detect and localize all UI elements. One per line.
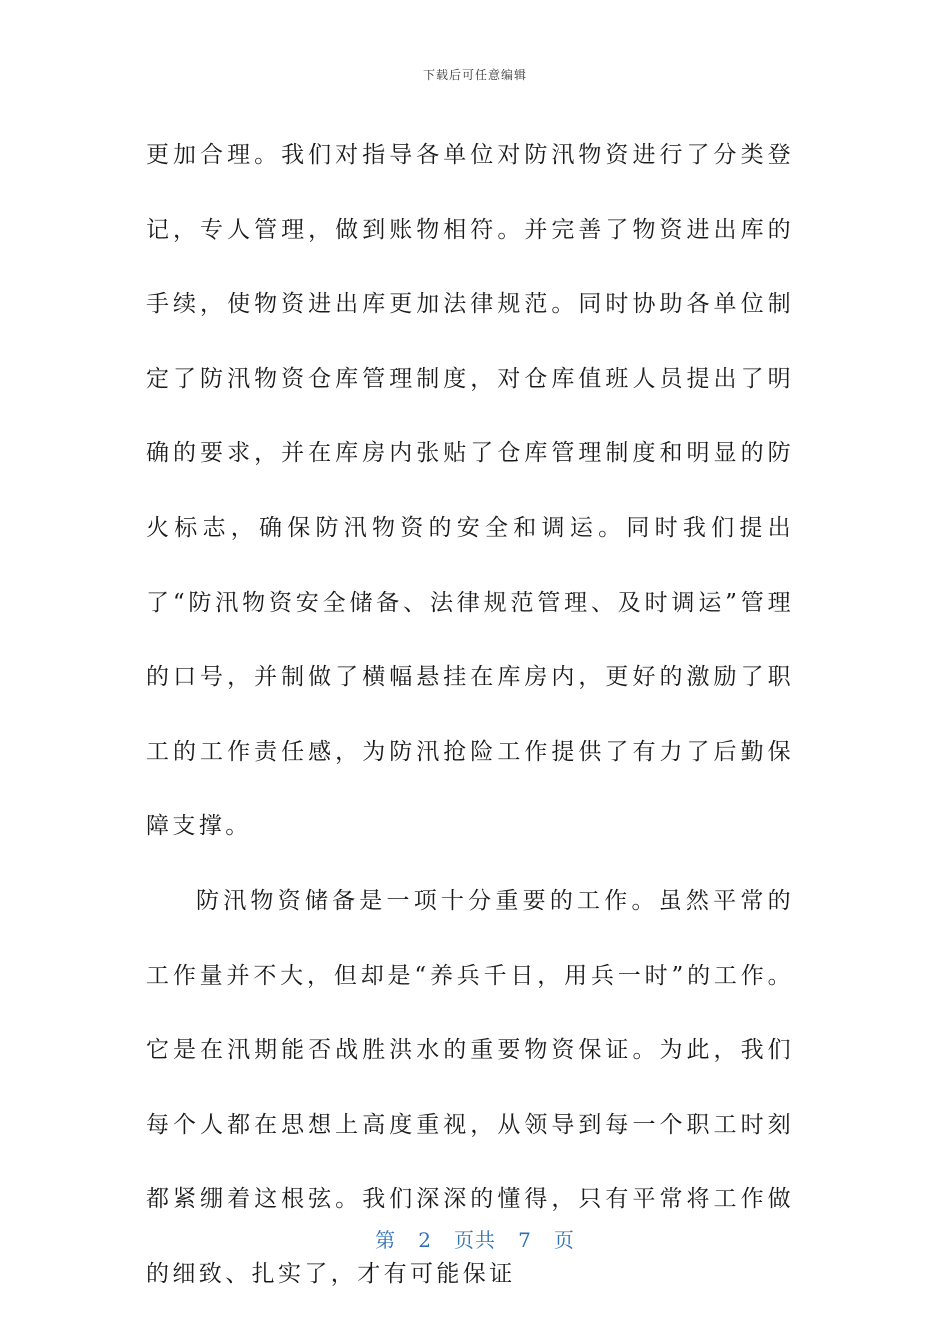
page-header [0,66,950,83]
page-footer [0,1224,950,1253]
total-pages-number: 7 [518,1228,532,1252]
current-page-number: 2 [418,1228,432,1252]
header-note: 下载后可任意编辑 [422,68,527,82]
paragraph: 更加合理。我们对指导各单位对防汛物资进行了分类登记，专人管理，做到账物相符。并完善了物资进出库的手续，使物资进出库更加法律规范。同时协助各单位制定了防汛物资仓库管理制度，对仓库值班人员提出了明确的要求，并在库房内张贴了仓库管理制度和明显的防火标志，确保防汛物资的安全和调运。同时我们提出了“防汛物资安全储备、法律规范管理、及时调运”管理的口号，并制做了横幅悬挂在库房内，更好的激励了职工的工作责任感，为防汛抢险工作提供了有力了后勤保障支撑。 [146,142,794,840]
footer-prefix: 第 [375,1228,397,1252]
footer-suffix: 页 [553,1228,575,1252]
footer-middle: 页共 [454,1228,496,1252]
paragraph: 防汛物资储备是一项十分重要的工作。虽然平常的工作量并不大，但却是“养兵千日，用兵一时”的工作。它是在汛期能否战胜洪水的重要物资保证。为此，我们每个人都在思想上高度重视，从领导到每一个职工时刻都紧绷着这根弦。我们深深的懂得，只有平常将工作做的细致、扎实了，才有可能保证 [146,887,794,1287]
document-body [146,118,794,1312]
